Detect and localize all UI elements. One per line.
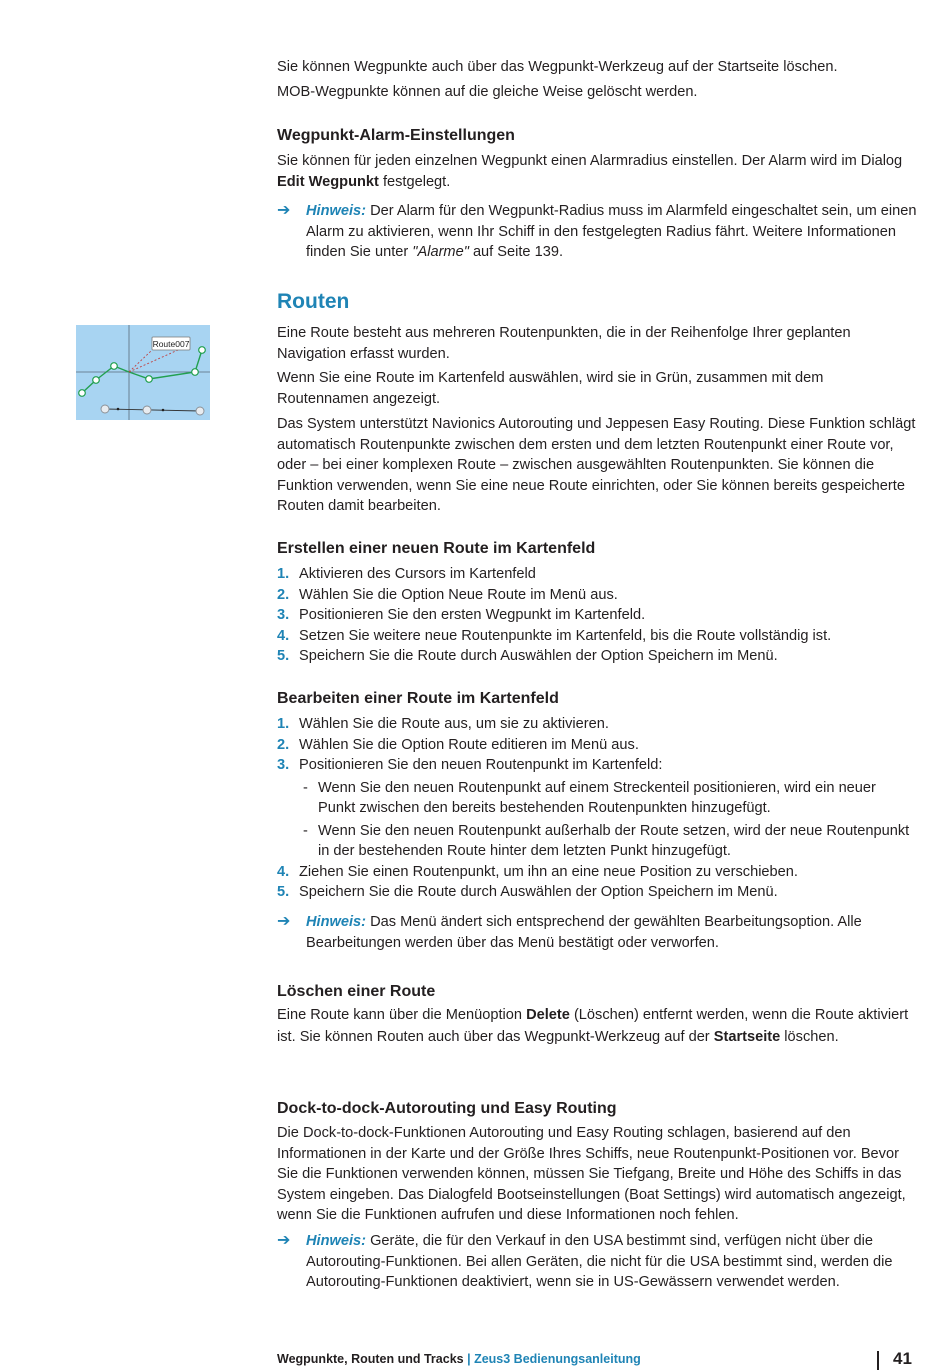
create-route-heading: Erstellen einer neuen Route im Kartenfeld: [277, 540, 596, 557]
alarm-paragraph: Sie können für jeden einzelnen Wegpunkt einen Alarmradius einstellen. Der Alarm wird im Dialog Edit Wegpunkt festgelegt.: [277, 153, 903, 190]
alarm-heading: Wegpunkt-Alarm-Einstellungen: [277, 127, 515, 144]
list-item: 1. Wählen Sie die Route aus, um sie zu aktivieren.: [277, 716, 609, 732]
list-item: 2. Wählen Sie die Option Route editieren im Menü aus.: [277, 736, 639, 753]
inactive-route-point: [101, 405, 109, 413]
list-item: 5. Speichern Sie die Route durch Auswählen der Option Speichern im Menü.: [277, 648, 778, 664]
list-item: 2. Wählen Sie die Option Neue Route im Menü aus.: [277, 586, 618, 603]
page-footer: [277, 1349, 641, 1370]
arrow-right-icon: ➔: [277, 913, 291, 930]
route-point: [146, 376, 153, 383]
alarm-reference-link[interactable]: "Alarme": [412, 244, 469, 260]
page-number-divider: [877, 1351, 879, 1370]
footer-separator: |: [467, 1352, 471, 1366]
inactive-route-point: [196, 407, 204, 415]
list-item: 4. Ziehen Sie einen Routenpunkt, um ihn an eine neue Position zu verschieben.: [277, 863, 798, 880]
route-point: [192, 369, 199, 376]
route-point: [93, 377, 100, 384]
list-item: 3. Positionieren Sie den ersten Wegpunkt im Kartenfeld.: [277, 607, 646, 623]
route-figure: [76, 325, 210, 420]
note-label: Hinweis:: [306, 1233, 367, 1249]
delete-route-paragraph: Eine Route kann über die Menüoption Delete (Löschen) entfernt werden, wenn die Route aktiviert ist. Sie können Routen auch über das Wegpunkt-Werkzeug auf der Startseite löschen.: [277, 1007, 909, 1045]
routen-paragraph-2: Wenn Sie eine Route im Kartenfeld auswählen, wird sie in Grün, zusammen mit dem Routennamen angezeigt.: [277, 370, 824, 407]
create-route-steps: [277, 564, 917, 667]
dock-heading: Dock-to-dock-Autorouting und Easy Routing: [277, 1100, 617, 1117]
list-item: 1. Aktivieren des Cursors im Kartenfeld: [277, 566, 536, 582]
sub-list-item: - Wenn Sie den neuen Routenpunkt außerhalb der Route setzen, wird der neue Routenpunkt in der bestehenden Route hinter dem letzten Punkt hinzugefügt.: [303, 822, 910, 859]
route-point: [79, 390, 86, 397]
list-item: 3. Positionieren Sie den neuen Routenpunkt im Kartenfeld:: [277, 757, 663, 773]
alarm-note: ➔ Hinweis: Der Alarm für den Wegpunkt-Radius muss im Alarmfeld eingeschaltet sein, um einen Alarm zu aktivieren, wenn Ihr Schiff in den festgelegten Radius fährt. Weitere Informationen finden Sie unter "Alarme" auf Seite 139.: [277, 202, 917, 260]
routen-paragraph-3: Das System unterstützt Navionics Autorouting und Jeppesen Easy Routing. Diese Funktion schlägt automatisch Routenpunkte zwischen dem ersten und dem letzten Routenpunkt einer Route vor, oder – bei einer komplexen Route – zwischen ausgewählten Routenpunkten. Sie können die Funktion verwenden, wenn Sie eine neue Route einrichten, oder Sie können bereits gespeicherte Routen damit bearbeiten.: [277, 416, 916, 514]
note-label: Hinweis:: [306, 914, 367, 930]
intro-line-1: Sie können Wegpunkte auch über das Wegpunkt-Werkzeug auf der Startseite löschen.: [277, 59, 838, 75]
arrow-right-icon: ➔: [277, 1232, 291, 1249]
route-point: [111, 363, 118, 370]
inactive-route-dot: [162, 409, 165, 412]
list-item: 5. Speichern Sie die Route durch Auswählen der Option Speichern im Menü.: [277, 884, 778, 900]
route-name-label: Route007: [152, 339, 190, 349]
dock-note: ➔ Hinweis: Geräte, die für den Verkauf in den USA bestimmt sind, verfügen nicht über die Autorouting-Funktionen. Bei allen Geräten, die nicht für die USA bestimmt sind, werden die Autorouting-Funktionen deaktiviert, wenn sie in US-Gewässern verwendet werden.: [277, 1232, 893, 1290]
delete-route-heading: Löschen einer Route: [277, 983, 436, 1000]
edit-note: ➔ Hinweis: Das Menü ändert sich entsprechend der gewählten Bearbeitungsoption. Alle Bearbeitungen werden über das Menü bestätigt oder verworfen.: [277, 913, 862, 951]
footer-document-title: Zeus3 Bedienungsanleitung: [474, 1352, 641, 1366]
footer-section-title: Wegpunkte, Routen und Tracks: [277, 1352, 464, 1366]
arrow-right-icon: ➔: [277, 202, 291, 219]
edit-route-steps: [277, 714, 917, 903]
intro-line-2: MOB-Wegpunkte können auf die gleiche Weise gelöscht werden.: [277, 84, 698, 100]
sub-list-item: - Wenn Sie den neuen Routenpunkt auf einem Streckenteil positionieren, wird ein neuer Punkt zwischen den bereits bestehenden Routenpunkten hinzugefügt.: [303, 779, 876, 816]
list-item: 4. Setzen Sie weitere neue Routenpunkte im Kartenfeld, bis die Route vollständig ist.: [277, 627, 832, 644]
route-point: [199, 347, 206, 354]
routen-heading: Routen: [277, 290, 350, 313]
edit-route-heading: Bearbeiten einer Route im Kartenfeld: [277, 690, 559, 707]
page-number: 41: [893, 1349, 912, 1368]
inactive-route-point: [143, 406, 151, 414]
inactive-route-dot: [117, 408, 120, 411]
dock-paragraph: Die Dock-to-dock-Funktionen Autorouting und Easy Routing schlagen, basierend auf den Informationen in der Karte und der Größe Ihres Schiffs, neue Routenpunkt-Positionen vor. Bevor Sie die Funktionen verwenden können, müssen Sie Tiefgang, Breite und Höhe des Schiffs in das System eingeben. Das Dialogfeld Bootseinstellungen (Boat Settings) wird automatisch angezeigt, wenn Sie die Funktionen aufrufen und diese Informationen noch fehlen.: [277, 1125, 906, 1223]
note-label: Hinweis:: [306, 203, 367, 219]
routen-paragraph-1: Eine Route besteht aus mehreren Routenpunkten, die in der Reihenfolge Ihrer geplanten Navigation erfasst wurden.: [277, 325, 851, 362]
